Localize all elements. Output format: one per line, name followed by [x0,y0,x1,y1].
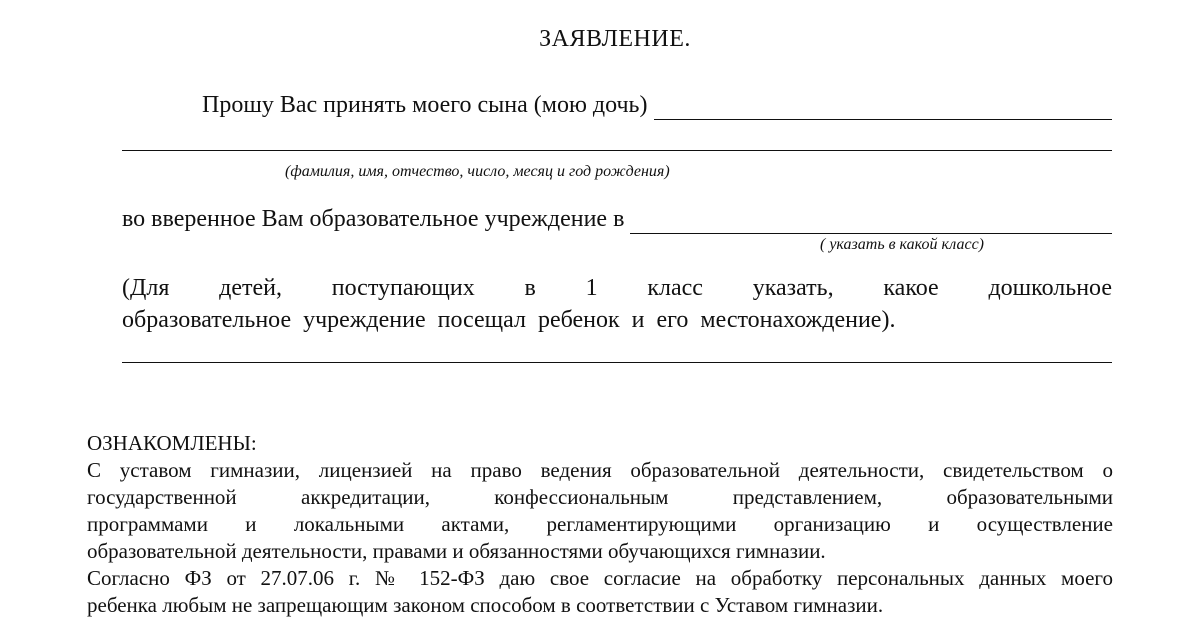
birth-details-hint: (фамилия, имя, отчество, число, месяц и год рождения) [285,163,670,180]
first-grade-paragraph [122,272,1112,336]
acquainted-line-1: С уставом гимназии, лицензией на право ведения образовательной деятельности, свидетельством о [87,458,1113,482]
class-hint: ( указать в какой класс) [820,236,985,253]
first-grade-line-2: образовательное учреждение посещал ребенок и его местонахождение). [122,307,896,333]
acquainted-line-3: программами и локальными актами, регламентирующими организацию и осуществление [87,512,1113,536]
request-text: Прошу Вас принять моего сына (мою дочь) [202,92,648,118]
acquainted-heading: ОЗНАКОМЛЕНЫ: [87,431,257,455]
first-grade-line-1: (Для детей, поступающих в 1 класс указать, какое дошкольное [122,275,1112,301]
institution-row [122,204,1112,234]
consent-line-1: Согласно ФЗ от 27.07.06 г. № 152-ФЗ даю свое согласие на обработку персональных данных моего [87,566,1113,590]
document-title: ЗАЯВЛЕНИЕ. [539,26,691,52]
class-blank[interactable] [630,211,1112,234]
consent-line-2: ребенка любым не запрещающим законом способом в соответствии с Уставом гимназии. [87,593,884,617]
acquainted-line-2: государственной аккредитации, конфессиональным представлением, образовательными [87,485,1113,509]
acquainted-line-4: образовательной деятельности, правами и обязанностями обучающихся гимназии. [87,539,826,563]
child-name-blank-continued[interactable] [122,150,1112,151]
institution-text: во вверенное Вам образовательное учреждение в [122,206,625,232]
child-name-blank[interactable] [654,97,1113,120]
acquainted-section [87,430,1113,619]
preschool-blank[interactable] [122,362,1112,363]
request-row [122,90,1112,120]
